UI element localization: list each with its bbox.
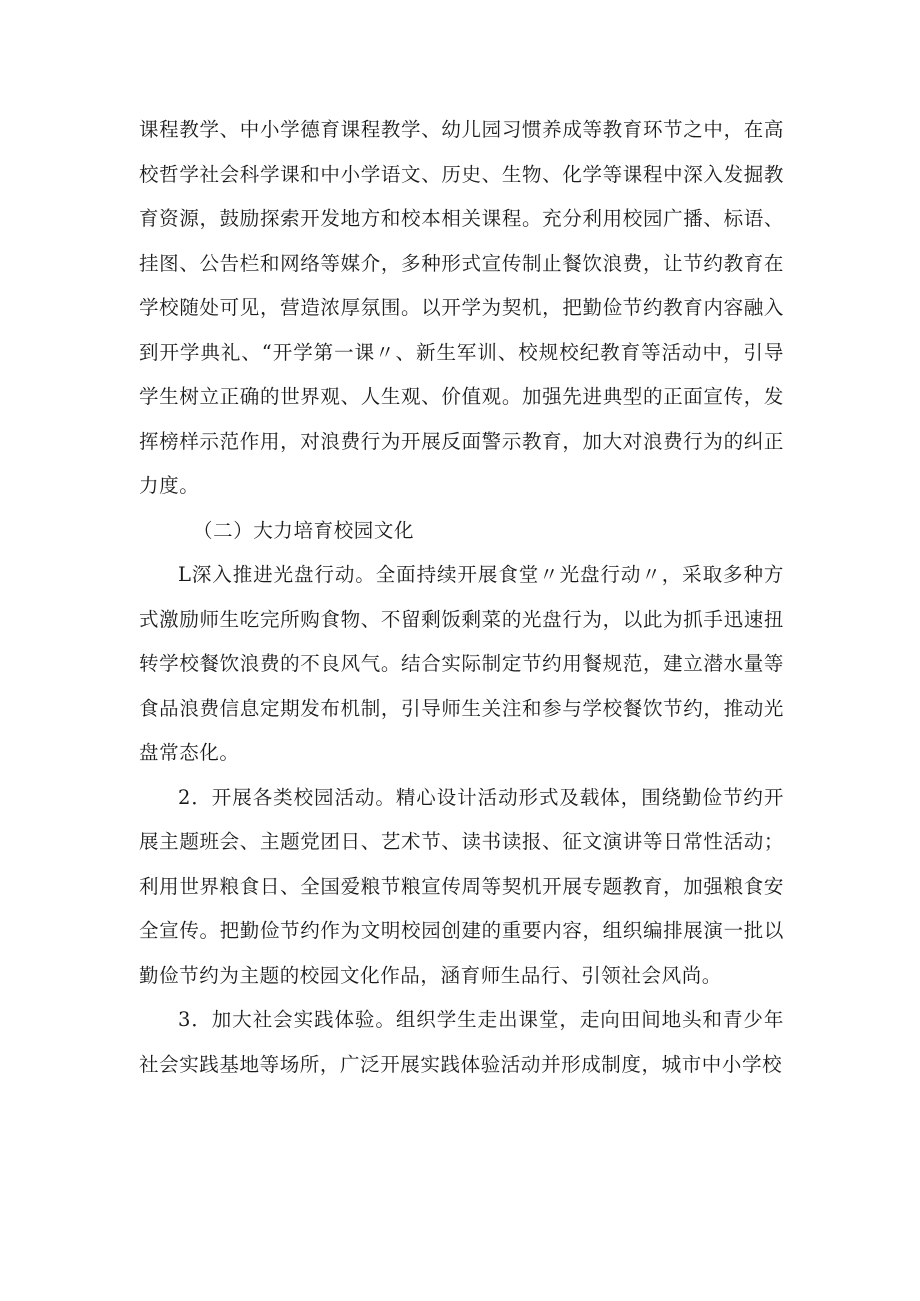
section-heading: （二）大力培育校园文化: [193, 518, 415, 542]
paragraph-continuation: 课程教学、中小学德育课程教学、幼儿园习惯养成等教育环节之中，在高校哲学社会科学课和中小学语文、历史、生物、化学等课程中深入发掘教育资源，鼓励探索开发地方和校本相关课程。充分利用校园广播、标语、挂图、公告栏和网络等媒介，多种形式宣传制止餐饮浪费，让节约教育在学校随处可见，营造浓厚氛围。以开学为契机，把勤俭节约教育内容融入到开学典礼、“开学第一课〃、新生军训、校规校纪教育等活动中，引导学生树立正确的世界观、人生观、价值观。加强先进典型的正面宣传，发挥榜样示范作用，对浪费行为开展反面警示教育，加大对浪费行为的纠正力度。: [139, 118, 784, 497]
document-body: [139, 108, 784, 1087]
paragraph-clean-plate: L深入推进光盘行动。全面持续开展食堂〃光盘行动〃，采取多种方式激励师生吃完所购食物、不留剩饭剩菜的光盘行为，以此为抓手迅速扭转学校餐饮浪费的不良风气。结合实际制定节约用餐规范，建立潜水量等食品浪费信息定期发布机制，引导师生关注和参与学校餐饮节约，推动光盘常态化。: [139, 563, 784, 764]
paragraph-social-practice: 3．加大社会实践体验。组织学生走出课堂，走向田间地头和青少年社会实践基地等场所，广泛开展实践体验活动并形成制度，城市中小学校: [139, 1008, 784, 1076]
paragraph-campus-activities: 2．开展各类校园活动。精心设计活动形式及载体，围绕勤俭节约开展主题班会、主题党团日、艺术节、读书读报、征文演讲等日常性活动；利用世界粮食日、全国爱粮节粮宣传周等契机开展专题教育，加强粮食安全宣传。把勤俭节约作为文明校园创建的重要内容，组织编排展演一批以勤俭节约为主题的校园文化作品，涵育师生品行、引领社会风尚。: [139, 785, 784, 987]
